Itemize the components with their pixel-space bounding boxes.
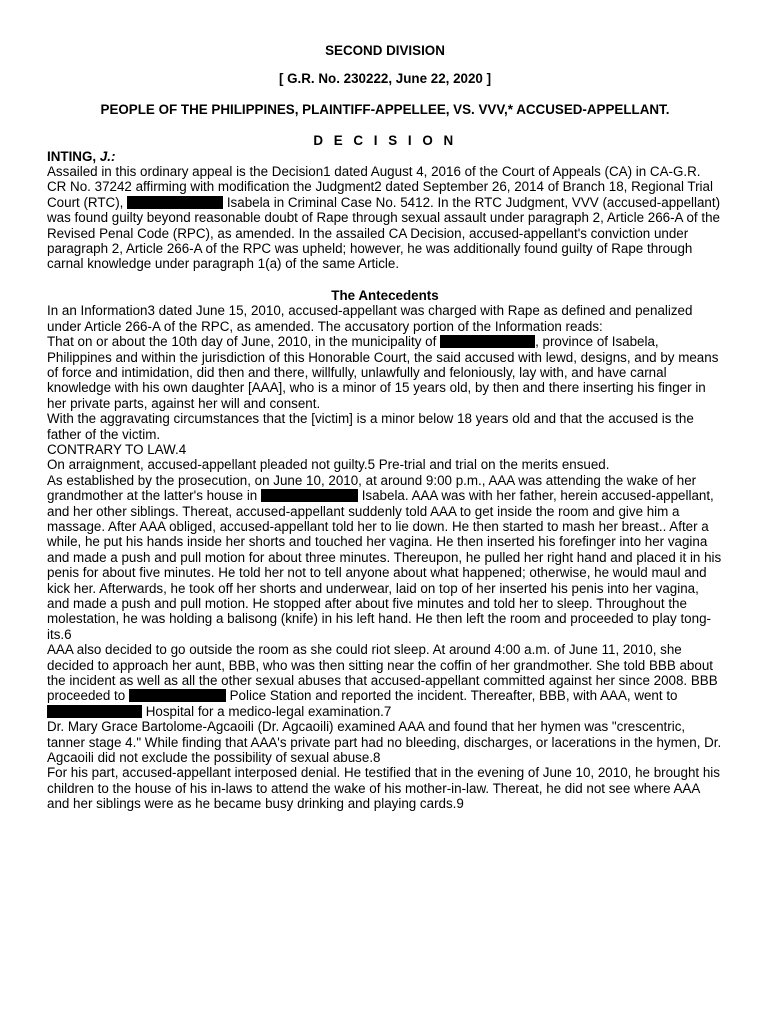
prosecution-text-2: Isabela. AAA was with her father, herein accused-appellant, and her other siblings. Thereat, accused-appellant suddenly told AAA to get inside the room and give him a massage. After AAA obliged, accused-appellant told her to lie down. He then started to mash her breast.. After a while, he put his hands inside her shorts and touched her vagina. He then inserted his forefinger into her vagina and made a push and pull motion for about three minutes. Thereupon, he pulled her right hand and placed it in his penis for about five minutes. He told her not to tell anyone about what happened; otherwise, he would maul and kick her. Afterwards, he took off her shorts and underwear, laid on top of her inserted his penis into her vagina, and made a push and pull motion. He stopped after about five minutes and told her to sleep. Throughout the molestation, he was holding a balisong (knife) in his left hand. He then left the room and proceeded to play tong-its.6 bbox=[47, 488, 722, 642]
division-heading: SECOND DIVISION bbox=[325, 43, 445, 58]
quote-text-2: , province of Isabela, Philippines and within the jurisdiction of this Honorable Court, the said accused with lewd, designs, and by means of force and intimidation, did then and there, willfully, unlawfully and feloniously, lay with, and have carnal knowledge with his own daughter [AAA], who is a minor of 15 years old, by then and there inserting his finger in her private parts, against her will and consent. bbox=[47, 334, 719, 411]
aaa-report-paragraph bbox=[47, 642, 723, 719]
decision-title: D E C I S I O N bbox=[313, 133, 457, 149]
prosecution-text-1: As established by the prosecution, on June 10, 2010, at around 9:00 p.m., AAA was attending the wake of her grandmother at the latter's house in bbox=[47, 472, 697, 504]
defense-paragraph: For his part, accused-appellant interposed denial. He testified that in the evening of June 10, 2010, he brought his children to the house of his in-laws to attend the wake of his mother-in-law. Thereat, he did not see where AAA and her siblings were as he became busy drinking and playing cards.9 bbox=[47, 765, 720, 812]
redaction-box bbox=[440, 335, 535, 348]
aaa-text-2: Police Station and reported the incident. Thereafter, BBB, with AAA, went to bbox=[225, 688, 678, 704]
prosecution-paragraph bbox=[47, 473, 723, 642]
medico-legal-paragraph: Dr. Mary Grace Bartolome-Agcaoili (Dr. Agcaoili) examined AAA and found that her hymen was "crescentric, tanner stage 4." While finding that AAA's private part had no bleeding, discharges, or lacerations in the hymen, Dr. Agcaoili did not exclude the possibility of sexual abuse.8 bbox=[47, 719, 722, 766]
redaction-box bbox=[47, 705, 142, 718]
aggravating-paragraph: With the aggravating circumstances that the [victim] is a minor below 18 years old and that the accused is the father of the victim. bbox=[47, 411, 694, 442]
document-page bbox=[47, 40, 723, 812]
accusatory-quote-paragraph bbox=[47, 334, 723, 411]
quote-text-1: That on or about the 10th day of June, 2010, in the municipality of bbox=[47, 334, 441, 350]
redaction-box bbox=[129, 689, 226, 702]
ponente-suffix: J.: bbox=[99, 148, 116, 164]
gr-number-heading: [ G.R. No. 230222, June 22, 2020 ] bbox=[278, 71, 492, 87]
case-parties-heading: PEOPLE OF THE PHILIPPINES, PLAINTIFF-APPELLEE, VS. VVV,* ACCUSED-APPELLANT. bbox=[100, 101, 670, 117]
contrary-to-law-paragraph: CONTRARY TO LAW.4 bbox=[47, 441, 187, 457]
aaa-text-1: AAA also decided to go outside the room as she could riot sleep. At around 4:00 a.m. of June 11, 2010, she decided to approach her aunt, BBB, who was then sitting near the coffin of her grandmother. She told BBB about the incident as well as all the other sexual abuses that accused-appellant committed against her since 2008. BBB proceeded to bbox=[47, 642, 718, 704]
intro-paragraph bbox=[47, 164, 723, 272]
arraignment-paragraph: On arraignment, accused-appellant pleaded not guilty.5 Pre-trial and trial on the merits ensued. bbox=[47, 457, 610, 473]
aaa-text-3: Hospital for a medico-legal examination.7 bbox=[142, 703, 392, 719]
antecedents-heading: The Antecedents bbox=[331, 287, 439, 303]
redaction-box bbox=[127, 196, 223, 209]
ponente-name: INTING, bbox=[47, 148, 100, 164]
information-paragraph: In an Information3 dated June 15, 2010, accused-appellant was charged with Rape as defined and penalized under Article 266-A of the RPC, as amended. The accusatory portion of the Information reads: bbox=[47, 303, 693, 334]
intro-text-1: Assailed in this ordinary appeal is the Decision1 dated August 4, 2016 of the Court of Appeals (CA) in CA-G.R. CR No. 37242 affirming with modification the Judgment2 dated September 26, 2014 of Branch 18, Regional Trial Court (RTC), bbox=[47, 164, 713, 210]
ponente-line bbox=[47, 149, 723, 164]
intro-text-2: Isabela in Criminal Case No. 5412. In the RTC Judgment, VVV (accused-appellant) was found guilty beyond reasonable doubt of Rape through sexual assault under paragraph 2, Article 266-A of the Revised Penal Code (RPC), as amended. In the assailed CA Decision, accused-appellant's conviction under paragraph 2, Article 266-A of the RPC was upheld; however, he was additionally found guilty of Rape through carnal knowledge under paragraph 1(a) of the same Article. bbox=[47, 194, 721, 272]
redaction-box bbox=[261, 489, 358, 502]
